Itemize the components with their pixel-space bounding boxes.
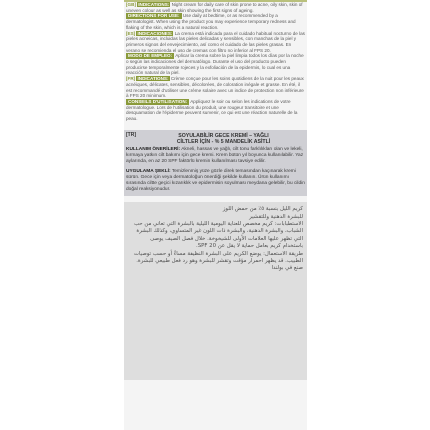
gb-directions-tag: DIRECTIONS FOR USE: [128, 13, 180, 19]
turkish-method [126, 169, 305, 193]
gb-directions-text: Use daily at bedtime, or as recommended by a dermatologist. When using the product you may experience temporary redness and flaking of the skin, which is a natural reaction. [126, 13, 296, 30]
product-leaflet [124, 0, 307, 430]
es-indications [124, 31, 307, 54]
turkish-section [124, 130, 307, 196]
turkish-usage-label: KULLANIM ÖNERİLERİ: [126, 146, 181, 152]
gb-indications-text: Night cream for daily care of skin prone to acne, oily skin, skin of uneven colour as well as skin showing the first signs of ageing. [126, 2, 303, 13]
arabic-line-5: صنع في بولندا [271, 265, 303, 272]
turkish-method-text: Temizlenmiş yüze gözle direk temasından kaçınarak kremi sürün. Gece için veya dermatoloğun önerdiği şekilde kullanın. Ürün kullanımı sırasında ciltte geçici kızarıklık ve epidermisin soyulması meydana gelebilir, bu cildin doğal reaksiyonudur. [126, 169, 305, 193]
turkish-title-line1: SOYULABİLİR GECE KREMİ – YAĞLI [178, 132, 269, 139]
es-directions [124, 53, 307, 76]
es-directions-tag: MODO DE EMPLEO: [128, 53, 173, 59]
arabic-section [124, 202, 307, 380]
arabic-line-3: الاستطبابات: كريم مخصص للعناية اليومية الليلية بالبشرة التي تعاني من حب الشباب، والبشرة الدهنية، والبشرة ذات اللون غير المتساوي، وكذلك البشرة التي تظهر عليها العلامات الأولى للشيخوخة. خلال فصل الصيف يوصى باستخدام كريم بعامل حماية لا يقل عن SPF 20. [134, 220, 303, 250]
turkish-title-line2: CİLTLER İÇİN - % 5 MANDELİK ASİTLİ [176, 138, 271, 145]
gb-directions [124, 13, 307, 30]
gb-indications-tag: INDICATIONS: [138, 2, 170, 7]
es-indications-tag: INDICACIONES: [137, 30, 173, 36]
fr-indications-text: Crème conçue pour les soins quotidiens de la nuit pour les peaux acnéiques, délicates, sensibles, décolorées, de coloration inégale et grasse. En été, il est recommandé d'utiliser une crème solaire avec un indice de protection non inférieure à FPS 20 minimum. [126, 76, 304, 99]
fr-directions-tag: CONSEILS D'UTILISATION: [128, 98, 188, 104]
arabic-line-1: كريم الليل بنسبة ٥٪ من حمض اللوز [222, 206, 303, 213]
fr-directions [124, 99, 307, 122]
arabic-line-2: للبشرة الدهنية وللتقشير [249, 213, 303, 220]
es-directions-text: Aplicar la crema sobre la piel limpia todos los días por la noche o según las indicaciones del dermatólogo. Durante el uso del producto pueden producirse temporalmente rojeces y la exfoliación de la epidermis, lo cual es una reacción natural de la piel. [126, 53, 304, 76]
lang-code-gb: [GB] [126, 2, 136, 7]
gb-indications [124, 2, 307, 13]
turkish-usage [126, 147, 305, 165]
fr-indications-tag: INDICATIONS: [137, 76, 169, 82]
fr-directions-text: Appliquez le soir ou selon les indications de votre dermatologue. Lors de l'utilisation du produit, une rougeur transitoire et une desquamation de l'épiderme peuvent survenir, ce qui est une réaction naturelle de la peau. [126, 98, 298, 122]
lang-code-es: [ES] [126, 30, 136, 36]
turkish-product-title [142, 133, 305, 145]
turkish-usage-text: Akneli, hassas ve yağlı, cilt tonu farklılıkları olan ve lekeli, kırmaya yatkın cilt bakımı için gece kremi. Krem bütün yıl boyunca kullanılabilir. Yaz aylarında, en az 20 SPF faktörlü kremin kullanılması tavsiye edilir. [126, 146, 304, 164]
lang-code-tr: [TR] [126, 131, 136, 138]
es-indications-text: La crema está indicada para el cuidado habitual nocturno de las pieles acneicas, incluidas las pieles delicadas y sensibles, con manchas de la piel y primeros signos del envejecimiento, así como el cuidado de las pieles grasas. En verano se recomienda el uso de cremas con filtro no inferior al FPS 20. [126, 30, 305, 53]
turkish-method-label: UYGULAMA ŞEKLİ: [126, 169, 171, 175]
fr-indications [124, 76, 307, 99]
arabic-line-4: طريقة الاستعمال: يوضع الكريم على البشرة النظيفة مساءً أو حسب توصيات الطبيب. قد يظهر احمرار مؤقت وتقشر للبشرة وهو رد فعل طبيعي للبشرة. [133, 250, 303, 264]
lang-code-fr: [FR] [126, 76, 136, 82]
turkish-header [126, 133, 305, 145]
